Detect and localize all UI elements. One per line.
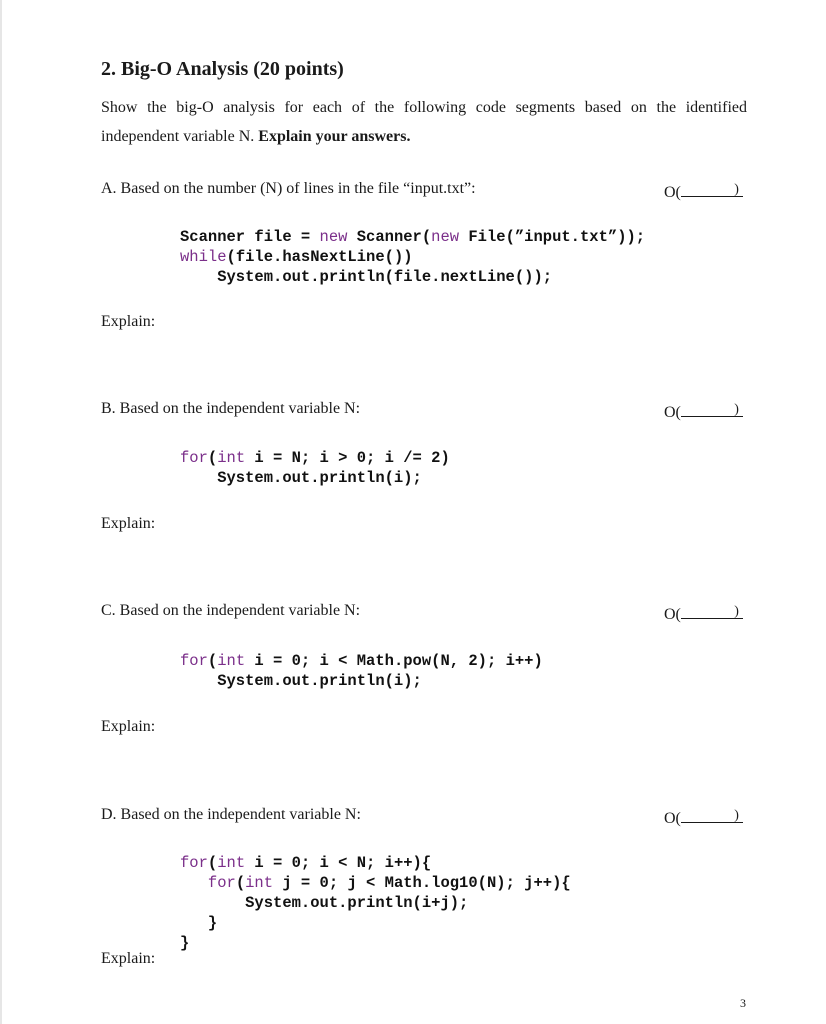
explain-label-d: Explain:: [101, 950, 156, 967]
code-text: File(”input.txt”));: [459, 228, 646, 246]
code-keyword: for: [180, 449, 208, 467]
code-text: }: [180, 934, 190, 952]
code-keyword: new: [319, 228, 348, 246]
code-line: [180, 933, 571, 953]
code-line: [180, 913, 571, 933]
code-line: [180, 247, 645, 267]
question-a-answer[interactable]: [664, 180, 743, 202]
code-text: [180, 874, 208, 892]
code-text: (: [207, 449, 218, 467]
code-line: [180, 227, 645, 247]
code-text: (: [207, 854, 218, 872]
answer-blank[interactable]: [681, 806, 743, 823]
code-keyword: for: [207, 874, 236, 892]
code-line: [180, 853, 571, 873]
explain-label-c: Explain:: [101, 718, 156, 735]
code-keyword: int: [217, 854, 246, 872]
question-c-answer[interactable]: [664, 602, 743, 624]
explain-label-a: Explain:: [101, 313, 156, 330]
intro-text: Show the big-O analysis for each of the following code segments based on the identified independent variable N.: [101, 99, 747, 145]
question-b-label: B. Based on the independent variable N:: [101, 400, 361, 417]
page-edge: [0, 0, 2, 1024]
code-text: i = 0; i < Math.pow(N, 2); i++): [245, 652, 543, 670]
code-text: System.out.println(i+j);: [180, 894, 469, 912]
code-line: [180, 267, 645, 287]
code-text: i = N; i > 0; i /= 2): [245, 449, 450, 467]
code-text: System.out.println(file.nextLine());: [180, 268, 553, 286]
code-text: System.out.println(i);: [180, 672, 422, 690]
code-line: [180, 893, 571, 913]
code-block-b: [180, 448, 450, 488]
answer-prefix: O(: [664, 184, 681, 201]
code-line: [180, 671, 543, 691]
code-text: i = 0; i < N; i++){: [245, 854, 432, 872]
code-text: j = 0; j < Math.log10(N); j++){: [273, 874, 571, 892]
code-text: Scanner(: [347, 228, 432, 246]
code-text: (file.hasNextLine()): [226, 248, 413, 266]
intro-bold: Explain your answers.: [258, 128, 411, 145]
answer-prefix: O(: [664, 404, 681, 421]
code-keyword: while: [180, 248, 227, 266]
answer-prefix: O(: [664, 606, 681, 623]
code-keyword: for: [180, 854, 208, 872]
answer-suffix: ): [734, 808, 739, 823]
code-keyword: int: [217, 652, 246, 670]
answer-suffix: ): [734, 604, 739, 619]
code-keyword: for: [180, 652, 208, 670]
code-text: (: [207, 652, 218, 670]
question-c-label: C. Based on the independent variable N:: [101, 602, 361, 619]
code-block-d: [180, 853, 571, 953]
section-title: 2. Big-O Analysis (20 points): [101, 58, 344, 80]
page-number: 3: [740, 996, 746, 1010]
code-block-c: [180, 651, 543, 691]
question-b-answer[interactable]: [664, 400, 743, 422]
answer-blank[interactable]: [681, 180, 743, 197]
question-d-label: D. Based on the independent variable N:: [101, 806, 361, 823]
code-line: [180, 651, 543, 671]
code-text: (: [235, 874, 246, 892]
code-line: [180, 873, 571, 893]
answer-blank[interactable]: [681, 602, 743, 619]
answer-prefix: O(: [664, 810, 681, 827]
question-d-answer[interactable]: [664, 806, 743, 828]
code-text: System.out.println(i);: [180, 469, 422, 487]
code-keyword: int: [217, 449, 246, 467]
answer-suffix: ): [734, 402, 739, 417]
answer-suffix: ): [734, 182, 739, 197]
answer-blank[interactable]: [681, 400, 743, 417]
code-keyword: new: [431, 228, 460, 246]
intro-paragraph: [101, 93, 747, 151]
code-text: }: [180, 914, 218, 932]
code-keyword: int: [245, 874, 274, 892]
code-line: [180, 448, 450, 468]
code-text: Scanner file =: [180, 228, 320, 246]
code-line: [180, 468, 450, 488]
code-block-a: [180, 227, 645, 287]
explain-label-b: Explain:: [101, 515, 156, 532]
question-a-label: A. Based on the number (N) of lines in the file “input.txt”:: [101, 180, 476, 197]
